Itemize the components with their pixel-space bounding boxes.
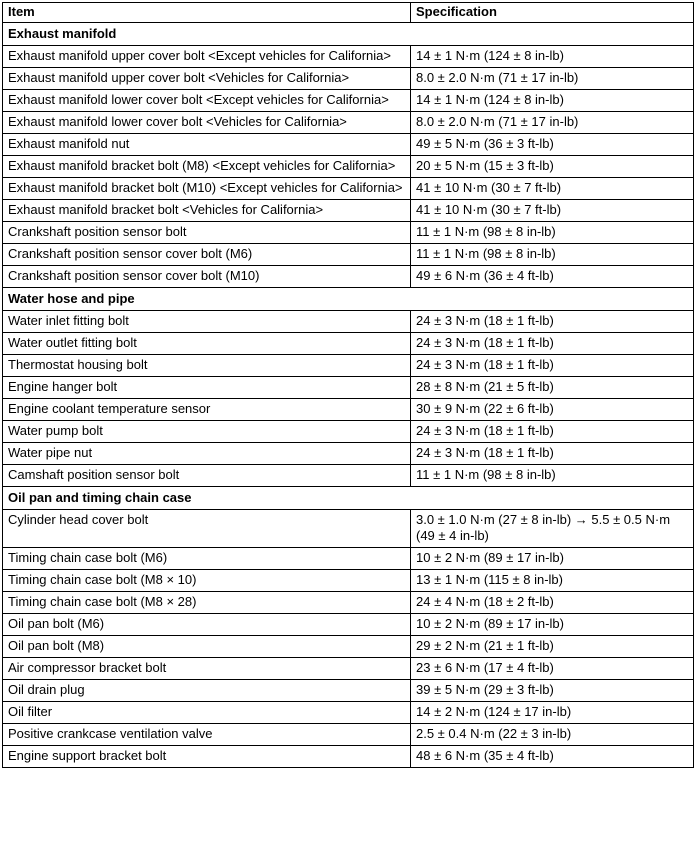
- item-cell: Camshaft position sensor bolt: [3, 465, 411, 487]
- specification-cell: 41 ± 10 N·m (30 ± 7 ft-lb): [411, 178, 694, 200]
- section-title: Oil pan and timing chain case: [3, 487, 694, 510]
- torque-spec-table: [2, 2, 694, 768]
- item-cell: Oil filter: [3, 702, 411, 724]
- specification-cell: 30 ± 9 N·m (22 ± 6 ft-lb): [411, 399, 694, 421]
- table-row: [3, 112, 694, 134]
- specification-cell: 41 ± 10 N·m (30 ± 7 ft-lb): [411, 200, 694, 222]
- specification-cell: 23 ± 6 N·m (17 ± 4 ft-lb): [411, 658, 694, 680]
- table-row: [3, 636, 694, 658]
- specification-cell: 14 ± 1 N·m (124 ± 8 in-lb): [411, 90, 694, 112]
- item-cell: Positive crankcase ventilation valve: [3, 724, 411, 746]
- item-cell: Exhaust manifold lower cover bolt <Except vehicles for California>: [3, 90, 411, 112]
- item-cell: Exhaust manifold nut: [3, 134, 411, 156]
- specification-cell: 24 ± 4 N·m (18 ± 2 ft-lb): [411, 592, 694, 614]
- item-cell: Timing chain case bolt (M8 × 10): [3, 570, 411, 592]
- specification-cell: 13 ± 1 N·m (115 ± 8 in-lb): [411, 570, 694, 592]
- section-title: Exhaust manifold: [3, 23, 694, 46]
- item-cell: Engine support bracket bolt: [3, 746, 411, 768]
- table-row: [3, 377, 694, 399]
- item-cell: Exhaust manifold lower cover bolt <Vehicles for California>: [3, 112, 411, 134]
- specification-cell: 3.0 ± 1.0 N·m (27 ± 8 in-lb) → 5.5 ± 0.5 N·m (49 ± 4 in-lb): [411, 510, 694, 548]
- table-row: [3, 46, 694, 68]
- specification-cell: 29 ± 2 N·m (21 ± 1 ft-lb): [411, 636, 694, 658]
- table-row: [3, 443, 694, 465]
- table-header-row: [3, 3, 694, 23]
- specification-cell: 10 ± 2 N·m (89 ± 17 in-lb): [411, 548, 694, 570]
- item-cell: Thermostat housing bolt: [3, 355, 411, 377]
- table-row: [3, 68, 694, 90]
- specification-cell: 24 ± 3 N·m (18 ± 1 ft-lb): [411, 421, 694, 443]
- table-row: [3, 510, 694, 548]
- item-cell: Cylinder head cover bolt: [3, 510, 411, 548]
- item-cell: Oil drain plug: [3, 680, 411, 702]
- specification-cell: 11 ± 1 N·m (98 ± 8 in-lb): [411, 222, 694, 244]
- table-row: [3, 355, 694, 377]
- table-row: [3, 724, 694, 746]
- item-cell: Crankshaft position sensor cover bolt (M6): [3, 244, 411, 266]
- item-cell: Exhaust manifold upper cover bolt <Except vehicles for California>: [3, 46, 411, 68]
- item-cell: Oil pan bolt (M8): [3, 636, 411, 658]
- specification-cell: 49 ± 6 N·m (36 ± 4 ft-lb): [411, 266, 694, 288]
- table-row: [3, 134, 694, 156]
- table-body: [3, 23, 694, 768]
- table-row: [3, 311, 694, 333]
- specification-cell: 24 ± 3 N·m (18 ± 1 ft-lb): [411, 443, 694, 465]
- specification-cell: 11 ± 1 N·m (98 ± 8 in-lb): [411, 465, 694, 487]
- item-cell: Water pump bolt: [3, 421, 411, 443]
- item-cell: Timing chain case bolt (M6): [3, 548, 411, 570]
- specification-cell: 49 ± 5 N·m (36 ± 3 ft-lb): [411, 134, 694, 156]
- table-row: [3, 614, 694, 636]
- column-header-specification: Specification: [411, 3, 694, 23]
- specification-cell: 8.0 ± 2.0 N·m (71 ± 17 in-lb): [411, 112, 694, 134]
- item-cell: Water inlet fitting bolt: [3, 311, 411, 333]
- specification-cell: 20 ± 5 N·m (15 ± 3 ft-lb): [411, 156, 694, 178]
- specification-cell: 48 ± 6 N·m (35 ± 4 ft-lb): [411, 746, 694, 768]
- table-row: [3, 244, 694, 266]
- specification-cell: 14 ± 1 N·m (124 ± 8 in-lb): [411, 46, 694, 68]
- table-row: [3, 570, 694, 592]
- specification-cell: 8.0 ± 2.0 N·m (71 ± 17 in-lb): [411, 68, 694, 90]
- table-row: [3, 399, 694, 421]
- item-cell: Oil pan bolt (M6): [3, 614, 411, 636]
- column-header-item: Item: [3, 3, 411, 23]
- specification-cell: 11 ± 1 N·m (98 ± 8 in-lb): [411, 244, 694, 266]
- item-cell: Exhaust manifold bracket bolt (M8) <Except vehicles for California>: [3, 156, 411, 178]
- specification-cell: 10 ± 2 N·m (89 ± 17 in-lb): [411, 614, 694, 636]
- specification-cell: 28 ± 8 N·m (21 ± 5 ft-lb): [411, 377, 694, 399]
- specification-cell: 24 ± 3 N·m (18 ± 1 ft-lb): [411, 355, 694, 377]
- item-cell: Air compressor bracket bolt: [3, 658, 411, 680]
- item-cell: Timing chain case bolt (M8 × 28): [3, 592, 411, 614]
- item-cell: Exhaust manifold bracket bolt <Vehicles for California>: [3, 200, 411, 222]
- table-row: [3, 222, 694, 244]
- specification-cell: 24 ± 3 N·m (18 ± 1 ft-lb): [411, 311, 694, 333]
- table-row: [3, 746, 694, 768]
- section-row: [3, 487, 694, 510]
- item-cell: Exhaust manifold bracket bolt (M10) <Except vehicles for California>: [3, 178, 411, 200]
- table-row: [3, 421, 694, 443]
- item-cell: Water outlet fitting bolt: [3, 333, 411, 355]
- section-row: [3, 23, 694, 46]
- table-row: [3, 465, 694, 487]
- item-cell: Exhaust manifold upper cover bolt <Vehicles for California>: [3, 68, 411, 90]
- item-cell: Crankshaft position sensor cover bolt (M10): [3, 266, 411, 288]
- section-title: Water hose and pipe: [3, 288, 694, 311]
- table-row: [3, 658, 694, 680]
- specification-cell: 2.5 ± 0.4 N·m (22 ± 3 in-lb): [411, 724, 694, 746]
- specification-cell: 24 ± 3 N·m (18 ± 1 ft-lb): [411, 333, 694, 355]
- section-row: [3, 288, 694, 311]
- specification-cell: 14 ± 2 N·m (124 ± 17 in-lb): [411, 702, 694, 724]
- table-row: [3, 178, 694, 200]
- table-row: [3, 266, 694, 288]
- table-row: [3, 90, 694, 112]
- table-row: [3, 333, 694, 355]
- item-cell: Crankshaft position sensor bolt: [3, 222, 411, 244]
- specification-cell: 39 ± 5 N·m (29 ± 3 ft-lb): [411, 680, 694, 702]
- table-row: [3, 702, 694, 724]
- table-row: [3, 680, 694, 702]
- table-row: [3, 200, 694, 222]
- item-cell: Engine coolant temperature sensor: [3, 399, 411, 421]
- item-cell: Water pipe nut: [3, 443, 411, 465]
- table-row: [3, 156, 694, 178]
- table-row: [3, 548, 694, 570]
- item-cell: Engine hanger bolt: [3, 377, 411, 399]
- table-row: [3, 592, 694, 614]
